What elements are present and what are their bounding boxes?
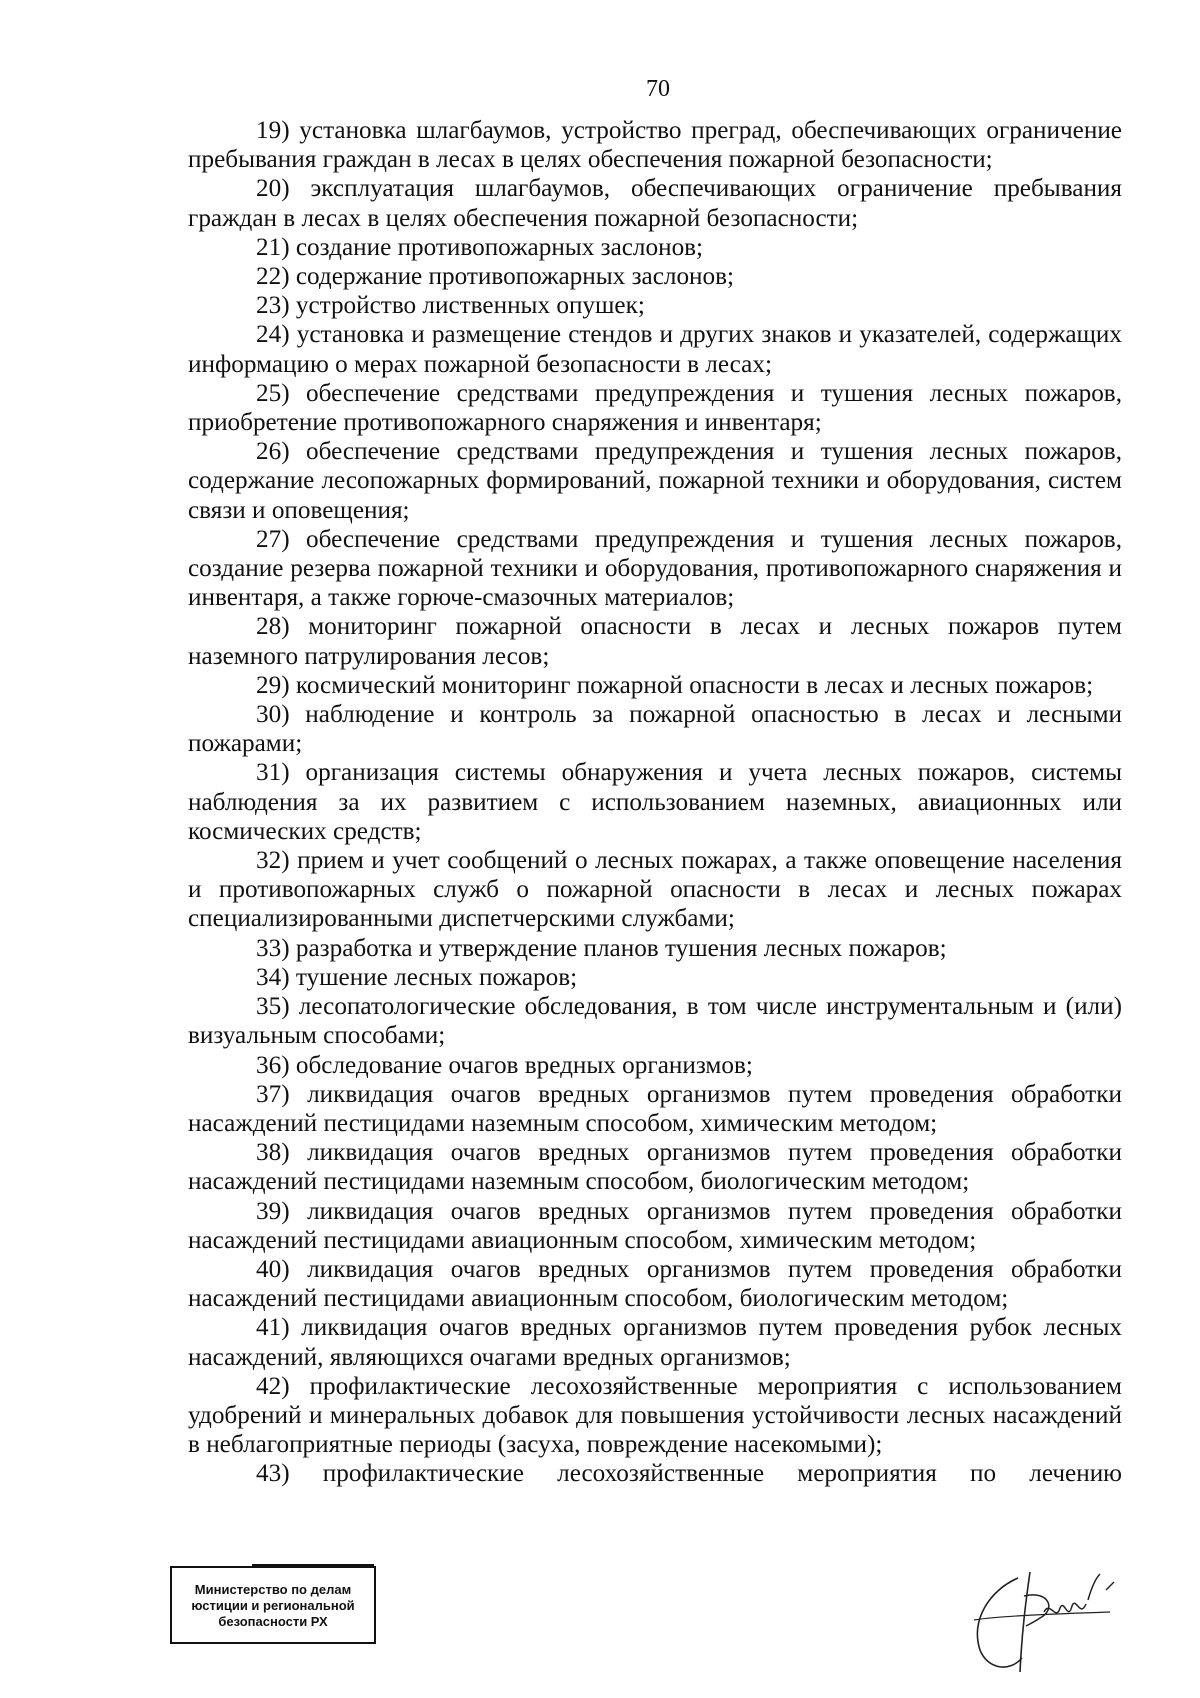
list-item-34: 34) тушение лесных пожаров; <box>256 963 578 991</box>
list-item-19: 19) установка шлагбаумов, устройство преград, обеспечивающих ограничение пребывания граждан в лесах в целях обеспечения пожарной безопасности; <box>188 117 1122 174</box>
stamp-line-3: безопасности РХ <box>218 1614 328 1629</box>
list-item-20: 20) эксплуатация шлагбаумов, обеспечивающих ограничение пребывания граждан в лесах в целях обеспечения пожарной безопасности; <box>188 175 1122 232</box>
list-item-27: 27) обеспечение средствами предупреждения и тушения лесных пожаров, создание резерва пожарной техники и оборудования, противопожарного снаряжения и инвентаря, а также горюче-смазочных материалов; <box>188 525 1122 612</box>
list-item-38: 38) ликвидация очагов вредных организмов путем проведения обработки насаждений пестицидами наземным способом, биологическим методом; <box>188 1139 1122 1196</box>
list-item-37: 37) ликвидация очагов вредных организмов путем проведения обработки насаждений пестицидами наземным способом, химическим методом; <box>188 1080 1122 1137</box>
list-item-28: 28) мониторинг пожарной опасности в лесах и лесных пожаров путем наземного патрулирования лесов; <box>188 613 1122 670</box>
list-item-35: 35) лесопатологические обследования, в том числе инструментальным и (или) визуальным способами; <box>188 993 1122 1050</box>
list-item-23: 23) устройство лиственных опушек; <box>256 292 645 320</box>
list-item-21: 21) создание противопожарных заслонов; <box>256 233 704 261</box>
ministry-stamp <box>170 1566 376 1644</box>
list-item-41: 41) ликвидация очагов вредных организмов путем проведения рубок лесных насаждений, являющихся очагами вредных организмов; <box>188 1314 1122 1371</box>
list-item-22: 22) содержание противопожарных заслонов; <box>256 263 735 291</box>
stamp-line-2: юстиции и региональной <box>191 1598 355 1613</box>
page-number: 70 <box>646 76 670 102</box>
list-item-43: 43) профилактические лесохозяйственные мероприятия по лечению <box>256 1460 1122 1488</box>
list-item-24: 24) установка и размещение стендов и других знаков и указателей, содержащих информацию о мерах пожарной безопасности в лесах; <box>188 321 1122 378</box>
list-item-42: 42) профилактические лесохозяйственные мероприятия с использованием удобрений и минеральных добавок для повышения устойчивости лесных насаждений в неблагоприятные периоды (засуха, повреждение насекомыми); <box>188 1372 1122 1459</box>
list-item-32: 32) прием и учет сообщений о лесных пожарах, а также оповещение населения и противопожарных служб о пожарной опасности в лесах и лесных пожарах специализированными диспетчерскими службами; <box>188 847 1122 933</box>
list-item-30: 30) наблюдение и контроль за пожарной опасностью в лесах и лесными пожарами; <box>188 701 1122 758</box>
handwritten-signature <box>960 1560 1140 1680</box>
list-item-29: 29) космический мониторинг пожарной опасности в лесах и лесных пожаров; <box>256 671 1094 699</box>
list-body <box>188 116 1122 1489</box>
list-item-39: 39) ликвидация очагов вредных организмов путем проведения обработки насаждений пестицидами авиационным способом, химическим методом; <box>188 1197 1122 1254</box>
list-item-36: 36) обследование очагов вредных организмов; <box>256 1051 753 1079</box>
stamp-line-1: Министерство по делам <box>194 1582 352 1597</box>
list-item-31: 31) организация системы обнаружения и учета лесных пожаров, системы наблюдения за их развитием с использованием наземных, авиационных или космических средств; <box>188 759 1122 845</box>
list-item-25: 25) обеспечение средствами предупреждения и тушения лесных пожаров, приобретение противопожарного снаряжения и инвентаря; <box>188 379 1122 437</box>
list-item-26: 26) обеспечение средствами предупреждения и тушения лесных пожаров, содержание лесопожарных формирований, пожарной техники и оборудования, систем связи и оповещения; <box>188 438 1122 524</box>
list-item-33: 33) разработка и утверждение планов тушения лесных пожаров; <box>256 934 947 962</box>
list-item-40: 40) ликвидация очагов вредных организмов путем проведения обработки насаждений пестицидами авиационным способом, биологическим методом; <box>188 1255 1122 1313</box>
